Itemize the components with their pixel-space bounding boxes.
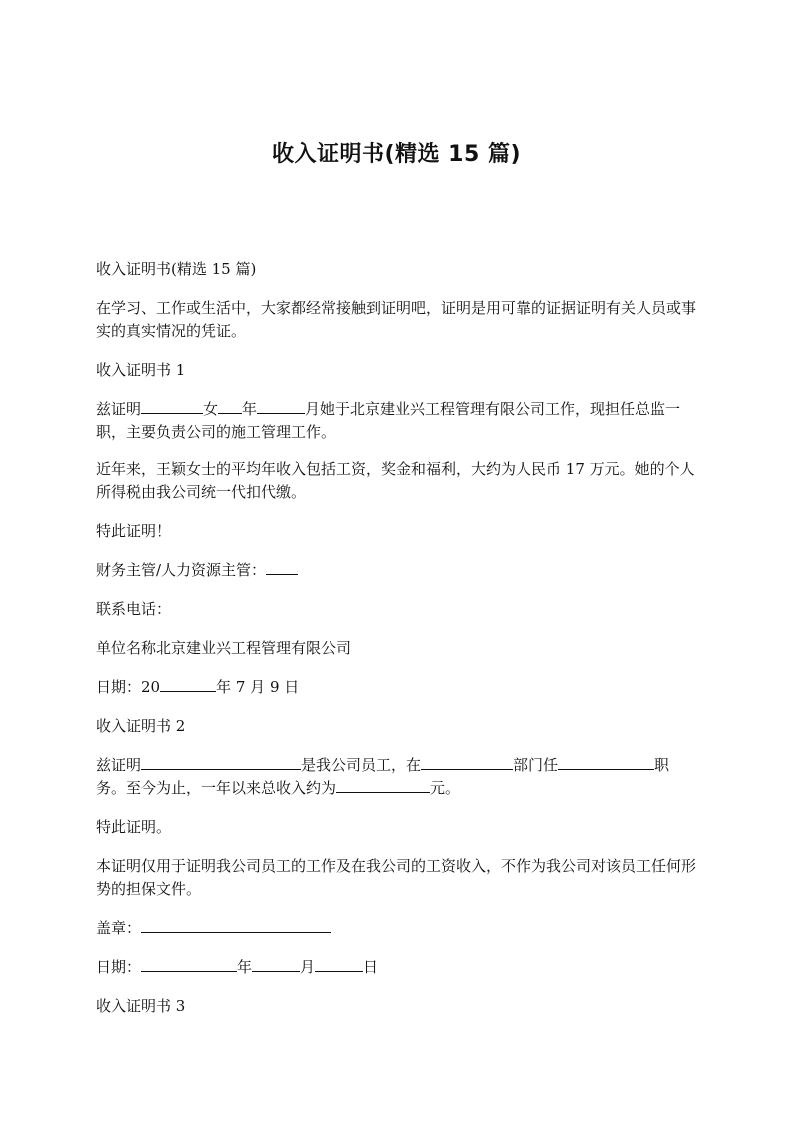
blank-line-year-2 <box>141 956 237 972</box>
document-subtitle: 收入证明书(精选 15 篇) <box>96 260 257 278</box>
text-fragment: 女 <box>203 400 219 418</box>
text-fragment: 月她于北京建业兴工程管理有限公司工作，现担任总监一职，主要负责公司的施工管理工作。 <box>96 400 681 441</box>
seal-line <box>96 917 698 940</box>
blank-line-position <box>558 754 654 770</box>
intro-paragraph: 在学习、工作或生活中，大家都经常接触到证明吧，证明是用可靠的证据证明有关人员或事实的真实情况的凭证。 <box>96 299 697 340</box>
certificate-1-paragraph <box>96 398 698 444</box>
text-fragment: 年 <box>237 958 253 976</box>
text-fragment: 职务。至今为止，一年以来总收入约为 <box>96 756 670 797</box>
blank-line-income <box>336 777 430 793</box>
income-paragraph: 近年来，王颖女士的平均年收入包括工资，奖金和福利，大约为人民币 17 万元。她的个人所得税由我公司统一代扣代缴。 <box>96 460 695 501</box>
text-fragment: 兹证明 <box>96 400 142 418</box>
blank-line-employee <box>141 754 301 770</box>
section-heading-2: 收入证明书 2 <box>96 717 186 735</box>
blank-line-year <box>218 398 242 414</box>
phone-line: 联系电话： <box>96 600 172 618</box>
hereby-certify-2: 特此证明。 <box>96 818 172 836</box>
blank-line-name <box>141 398 203 414</box>
blank-line-day-2 <box>315 956 363 972</box>
blank-line-month <box>257 398 305 414</box>
blank-line-month-2 <box>252 956 300 972</box>
text-fragment: 是我公司员工，在 <box>301 756 422 774</box>
date-line-2 <box>96 956 698 979</box>
blank-line-date-year <box>160 676 216 692</box>
section-heading-1: 收入证明书 1 <box>96 361 186 379</box>
document-title: 收入证明书(精选 15 篇) <box>271 142 522 167</box>
supervisor-line <box>96 559 698 582</box>
text-fragment: 元。 <box>430 779 461 797</box>
blank-line-seal <box>141 917 331 933</box>
disclaimer-paragraph: 本证明仅用于证明我公司员工的工作及在我公司的工资收入，不作为我公司对该员工任何形势的担保文件。 <box>96 857 697 898</box>
text-fragment: 日期：20 <box>96 678 161 696</box>
text-fragment: 年 7 月 9 日 <box>216 678 300 696</box>
text-fragment: 兹证明 <box>96 756 142 774</box>
text-fragment: 财务主管/人力资源主管： <box>96 561 267 579</box>
section-heading-3: 收入证明书 3 <box>96 997 186 1015</box>
hereby-certify-1: 特此证明！ <box>96 522 172 540</box>
blank-line-department <box>421 754 513 770</box>
text-fragment: 年 <box>242 400 258 418</box>
text-fragment: 盖章： <box>96 919 142 937</box>
certificate-2-paragraph <box>96 754 698 800</box>
text-fragment: 日期： <box>96 958 142 976</box>
document-body <box>96 258 698 1018</box>
company-line: 单位名称北京建业兴工程管理有限公司 <box>96 639 352 657</box>
blank-line-supervisor <box>266 559 298 575</box>
text-fragment: 部门任 <box>513 756 559 774</box>
date-line-1 <box>96 676 698 699</box>
text-fragment: 日 <box>363 958 379 976</box>
text-fragment: 月 <box>300 958 316 976</box>
